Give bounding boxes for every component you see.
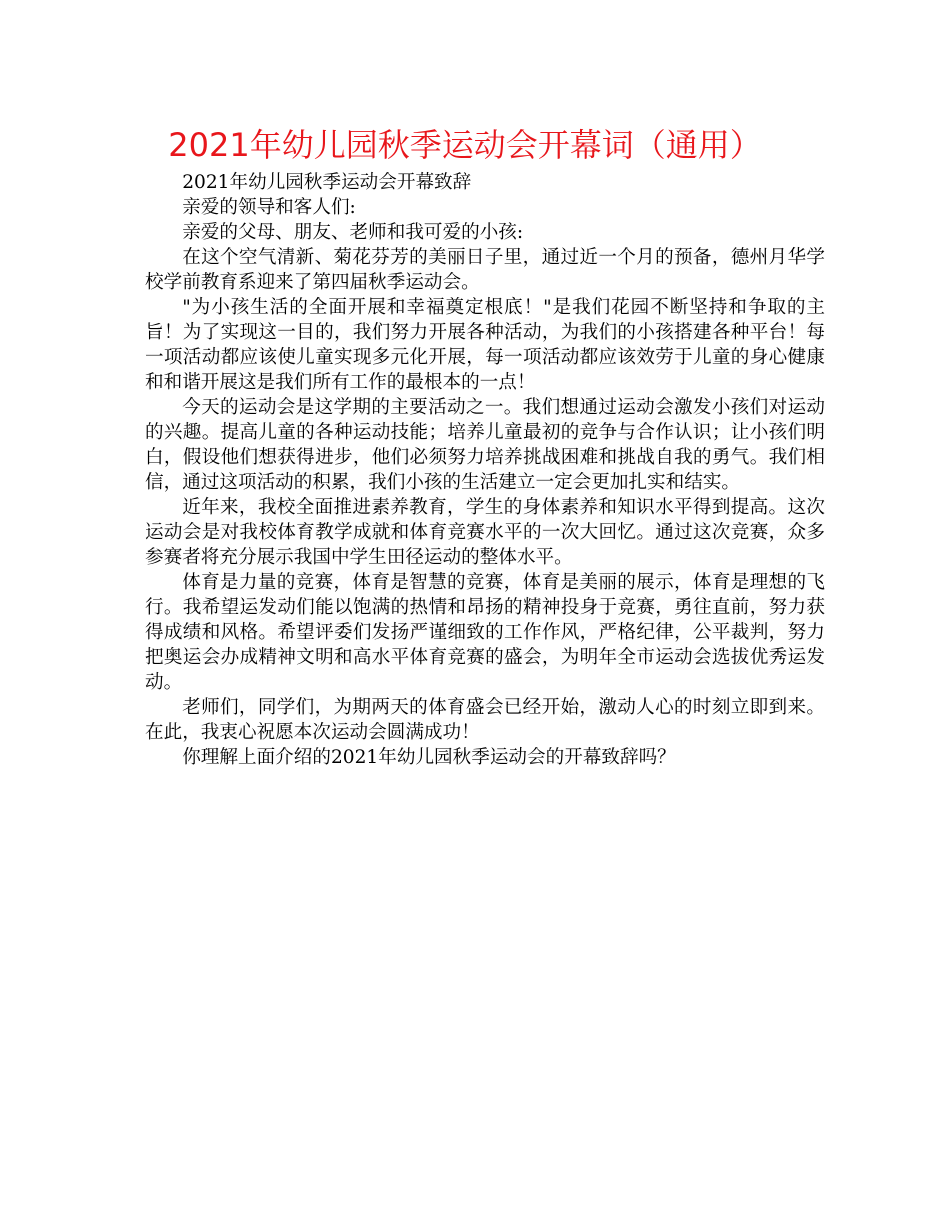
paragraph-purpose: "为小孩生活的全面开展和幸福奠定根底！"是我们花园不断坚持和争取的主旨！为了实现这一目的，我们努力开展各种活动，为我们的小孩搭建各种平台！每一项活动都应该使儿童实现多元化开展，每一项活动都应该效劳于儿童的身心健康和和谐开展这是我们所有工作的最根本的一点！ — [145, 297, 825, 393]
paragraph-recent-years: 近年来，我校全面推进素养教育，学生的身体素养和知识水平得到提高。这次运动会是对我校体育教学成就和体育竞赛水平的一次大回忆。通过这次竞赛，众多参赛者将充分展示我国中学生田径运动的整体水平。 — [145, 497, 825, 568]
document-body — [145, 170, 825, 770]
paragraph-question: 你理解上面介绍的2021年幼儿园秋季运动会的开幕致辞吗？ — [182, 747, 676, 768]
paragraph-greeting-leaders: 亲爱的领导和客人们: — [182, 197, 356, 218]
paragraph-closing: 老师们，同学们，为期两天的体育盛会已经开始，激动人心的时刻立即到来。在此，我衷心祝愿本次运动会圆满成功！ — [145, 697, 825, 743]
paragraph-subtitle: 2021年幼儿园秋季运动会开幕致辞 — [182, 172, 472, 193]
paragraph-intro: 在这个空气清新、菊花芬芳的美丽日子里，通过近一个月的预备，德州月华学校学前教育系迎来了第四届秋季运动会。 — [145, 247, 825, 293]
paragraph-today: 今天的运动会是这学期的主要活动之一。我们想通过运动会激发小孩们对运动的兴趣。提高儿童的各种运动技能；培养儿童最初的竞争与合作认识；让小孩们明白，假设他们想获得进步，他们必须努力培养挑战困难和挑战自我的勇气。我们相信，通过这项活动的积累，我们小孩的生活建立一定会更加扎实和结实。 — [145, 397, 825, 493]
paragraph-greeting-parents: 亲爱的父母、朋友、老师和我可爱的小孩: — [182, 222, 524, 243]
document-title: 2021年幼儿园秋季运动会开幕词（通用） — [168, 126, 762, 164]
paragraph-sports: 体育是力量的竞赛，体育是智慧的竞赛，体育是美丽的展示，体育是理想的飞行。我希望运发动们能以饱满的热情和昂扬的精神投身于竞赛，勇往直前，努力获得成绩和风格。希望评委们发扬严谨细致的工作作风，严格纪律，公平裁判，努力把奥运会办成精神文明和高水平体育竞赛的盛会，为明年全市运动会选拔优秀运发动。 — [145, 572, 825, 693]
